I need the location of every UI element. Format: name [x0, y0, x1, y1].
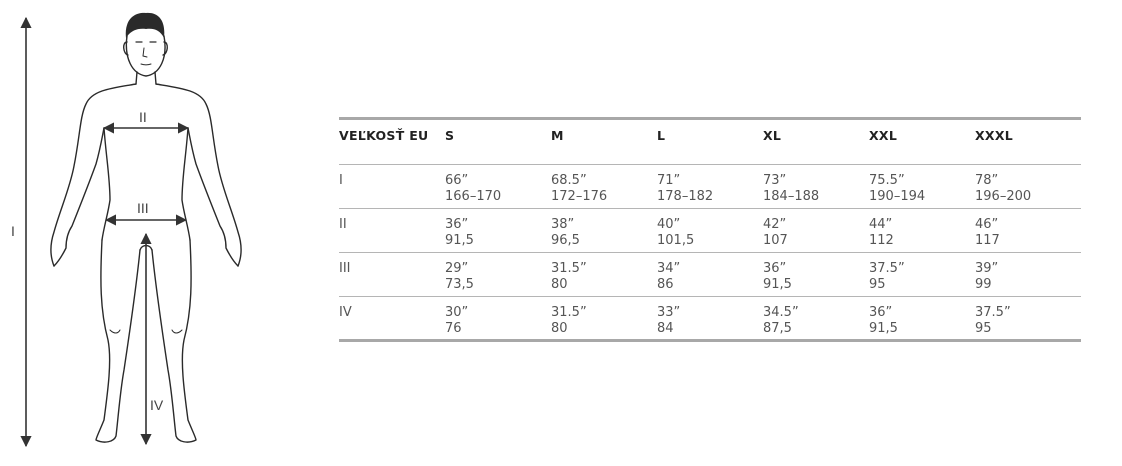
table-header-row: [339, 119, 1081, 165]
cm-value: 91,5: [869, 321, 898, 336]
table-row: [339, 209, 1081, 253]
inch-value: 39”: [975, 261, 999, 276]
inch-value: 40”: [657, 217, 681, 232]
table-cell: [551, 209, 657, 253]
header-xxl: XXL: [869, 128, 898, 143]
cm-value: 196–200: [975, 189, 1032, 204]
cm-value: 73,5: [445, 277, 474, 292]
cm-value: 95: [869, 277, 886, 292]
row-label: I: [339, 173, 343, 188]
row-label: II: [339, 217, 347, 232]
header-s: S: [445, 128, 455, 143]
table-cell: [763, 253, 869, 297]
table-row: [339, 253, 1081, 297]
cm-value: 101,5: [657, 233, 695, 248]
table-cell: [763, 165, 869, 209]
table-cell: [869, 253, 975, 297]
row-label: IV: [339, 305, 352, 320]
table-cell: [551, 165, 657, 209]
header-size-eu: VEĽKOSŤ EU: [339, 128, 429, 143]
cm-value: 184–188: [763, 189, 820, 204]
table-cell: [975, 165, 1081, 209]
table-cell: [657, 253, 763, 297]
table-row: [339, 297, 1081, 341]
inch-value: 34.5”: [763, 305, 799, 320]
inch-value: 46”: [975, 217, 999, 232]
table-cell: [657, 209, 763, 253]
table-cell: [657, 297, 763, 341]
table-cell: [445, 165, 551, 209]
inch-value: 68.5”: [551, 173, 587, 188]
table-cell: [869, 297, 975, 341]
table-cell: [869, 165, 975, 209]
inch-value: 37.5”: [975, 305, 1011, 320]
cm-value: 107: [763, 233, 788, 248]
header-l: L: [657, 128, 666, 143]
inch-value: 31.5”: [551, 261, 587, 276]
cm-value: 117: [975, 233, 1000, 248]
table-cell: [763, 297, 869, 341]
inch-value: 29”: [445, 261, 469, 276]
inch-value: 42”: [763, 217, 787, 232]
row-label: III: [339, 261, 351, 276]
table-cell: [975, 209, 1081, 253]
inch-value: 71”: [657, 173, 681, 188]
header-xl: XL: [763, 128, 782, 143]
table-cell: [975, 253, 1081, 297]
label-ii: II: [139, 109, 147, 125]
table-cell: [551, 253, 657, 297]
cm-value: 178–182: [657, 189, 714, 204]
inch-value: 73”: [763, 173, 787, 188]
cm-value: 96,5: [551, 233, 580, 248]
table-row: [339, 165, 1081, 209]
cm-value: 172–176: [551, 189, 608, 204]
cm-value: 95: [975, 321, 992, 336]
inch-value: 36”: [763, 261, 787, 276]
cm-value: 190–194: [869, 189, 926, 204]
inch-value: 75.5”: [869, 173, 905, 188]
cm-value: 91,5: [445, 233, 474, 248]
cm-value: 112: [869, 233, 894, 248]
inch-value: 31.5”: [551, 305, 587, 320]
cm-value: 166–170: [445, 189, 502, 204]
cm-value: 84: [657, 321, 674, 336]
inch-value: 36”: [869, 305, 893, 320]
table-cell: [975, 297, 1081, 341]
label-iv: IV: [150, 397, 164, 413]
table-cell: [445, 297, 551, 341]
table-cell: [445, 209, 551, 253]
header-m: M: [551, 128, 564, 143]
cm-value: 87,5: [763, 321, 792, 336]
cm-value: 91,5: [763, 277, 792, 292]
table-cell: [869, 209, 975, 253]
body-measurement-figure: [0, 0, 260, 466]
size-table: [339, 117, 1081, 342]
header-xxxl: XXXL: [975, 128, 1014, 143]
cm-value: 76: [445, 321, 462, 336]
inch-value: 30”: [445, 305, 469, 320]
cm-value: 86: [657, 277, 674, 292]
inch-value: 33”: [657, 305, 681, 320]
cm-value: 80: [551, 321, 568, 336]
inch-value: 36”: [445, 217, 469, 232]
inch-value: 78”: [975, 173, 999, 188]
cm-value: 80: [551, 277, 568, 292]
table-cell: [445, 253, 551, 297]
inch-value: 38”: [551, 217, 575, 232]
inch-value: 44”: [869, 217, 893, 232]
cm-value: 99: [975, 277, 992, 292]
inch-value: 37.5”: [869, 261, 905, 276]
table-cell: [763, 209, 869, 253]
inch-value: 66”: [445, 173, 469, 188]
table-cell: [551, 297, 657, 341]
label-i: I: [11, 223, 15, 239]
inch-value: 34”: [657, 261, 681, 276]
hair: [126, 13, 165, 38]
table-body: [339, 165, 1081, 341]
label-iii: III: [137, 200, 149, 216]
table-cell: [657, 165, 763, 209]
